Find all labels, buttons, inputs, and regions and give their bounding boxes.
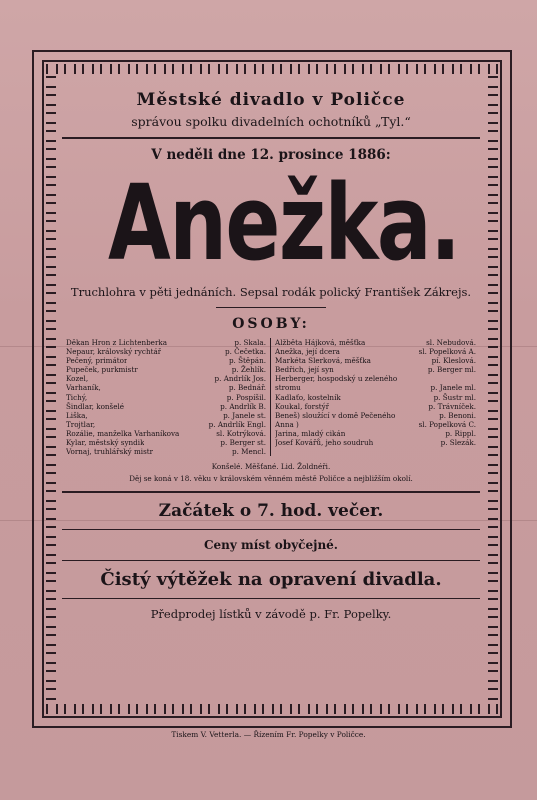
cast-row (66, 447, 266, 456)
cast-actor: p. Janele ml. (430, 383, 476, 393)
cast-actor: p. Štěpán. (228, 356, 266, 366)
cast-row (275, 429, 476, 438)
cast-row (275, 420, 476, 429)
chain-border-right (488, 74, 498, 704)
cast-row (66, 347, 266, 356)
cast-role: Pupeček, purkmistr (66, 365, 138, 375)
cast-heading: OSOBY: (232, 316, 310, 332)
cast-role: Liška, (66, 410, 88, 420)
prices-line: Ceny míst obyčejné. (204, 538, 338, 553)
cast-row (66, 365, 266, 374)
cast-actor: p. Pospíšil. (226, 392, 266, 402)
divider (62, 560, 480, 561)
cast-role: Šindlar, konšelé (66, 401, 125, 411)
cast-actor: p. Žehlík. (231, 365, 266, 375)
cast-actor: p. Andrlík Engl. (208, 419, 266, 429)
cast-role: Koukal, forstýř (275, 401, 330, 411)
play-title: Anežka. (107, 162, 460, 284)
cast-row (66, 429, 266, 438)
cast-row (66, 338, 266, 347)
theatre-name: Městské divadlo v Poličce (136, 90, 406, 110)
cast-row (275, 347, 476, 356)
cast-role: Josef Kovářů, jeho soudruh (275, 438, 374, 448)
cast-row (66, 411, 266, 420)
cast-actor: p. Slezák. (440, 438, 476, 448)
performance-date: V neděli dne 12. prosince 1886: (151, 147, 391, 163)
cast-row (275, 411, 476, 420)
cast-actor: p. Berger st. (220, 438, 266, 448)
divider (62, 598, 480, 599)
cast-row (66, 420, 266, 429)
cast-row (66, 383, 266, 392)
cast-role: Jarina, mladý cikán (275, 428, 346, 438)
cast-actor: p. Janele st. (223, 410, 266, 420)
divider (62, 491, 480, 493)
cast-actor: sl. Popelková C. (418, 419, 476, 429)
cast-actor: pí. Kleslová. (431, 356, 476, 366)
cast-actor: p. Bednář. (228, 383, 266, 393)
cast-row (275, 338, 476, 347)
cast-actor: p. Rippl. (445, 428, 476, 438)
cast-role: Bedřich, její syn (275, 365, 334, 375)
cast-row (275, 374, 476, 383)
cast-row (275, 402, 476, 411)
cast-actor: p. Benoni. (439, 410, 476, 420)
start-time: Začátek o 7. hod. večer. (158, 501, 384, 522)
cast-actor: p. Šustr ml. (433, 392, 476, 402)
divider (62, 529, 480, 530)
cast-actor: p. Berger ml. (427, 365, 476, 375)
chain-border-left (46, 74, 56, 704)
cast-row (66, 393, 266, 402)
cast-actor: p. Skala. (234, 338, 266, 347)
cast-role: Děkan Hron z Lichtenberka (66, 338, 168, 347)
poster-content (62, 84, 480, 621)
cast-actor: p. Čečetka. (224, 347, 266, 357)
cast-role: Kadlaťo, kostelník (275, 392, 341, 402)
cast-role: Nepaur, královský rychtář (66, 347, 162, 357)
cast-column-right (271, 338, 480, 456)
cast-column-left (62, 338, 271, 456)
cast-row (275, 365, 476, 374)
divider (62, 137, 480, 139)
cast-role: Kozel, (66, 374, 89, 384)
club-line: správou spolku divadelních ochotníků „Tyl.“ (131, 114, 411, 129)
cast-role: Anna ) (275, 419, 299, 429)
extras-note: Konšelé. Měšťané. Lid. Žoldnéři. (211, 462, 331, 472)
cast-row (275, 438, 476, 447)
cast-role: Varhaník, (66, 383, 101, 393)
cast-actor: p. Trávníček. (428, 401, 476, 411)
cast-list (62, 338, 480, 456)
setting-note: Děj se koná v 18. věku v královském věnném městě Poličce a nejbližším okolí. (129, 474, 413, 484)
cast-role: Beneš) sloužící v domě Pečeného (275, 410, 396, 420)
presale-line: Předprodej lístků v závodě p. Fr. Popelky. (150, 607, 392, 622)
cast-actor: p. Andrlík Jos. (214, 374, 266, 384)
cast-role: Kylar, městský syndik (66, 438, 145, 448)
printer-credit: Tiskem V. Vetterla. — Řízením Fr. Popelky v Poličce. (171, 730, 366, 739)
cast-role: stromu (275, 383, 301, 393)
cast-role: Anežka, její dcera (275, 347, 340, 357)
cast-role: Vornaj, truhlářský mistr (66, 447, 154, 457)
chain-border-top (44, 64, 500, 74)
cast-role: Trojtlar, (66, 419, 96, 429)
cast-row (66, 402, 266, 411)
cast-row (66, 438, 266, 447)
cast-actor: sl. Kotrýková. (216, 428, 266, 438)
cast-row (66, 374, 266, 383)
cast-actor: sl. Popelková A. (418, 347, 476, 357)
short-divider (216, 307, 326, 308)
play-subtitle: Truchlohra v pěti jednáních. Sepsal rodák polický František Zákrejs. (70, 285, 472, 299)
cast-row (275, 393, 476, 402)
cast-role: Herberger, hospodský u zeleného (275, 374, 398, 384)
cast-actor: sl. Nebudová. (426, 338, 476, 347)
cast-actor: p. Andrlík B. (220, 401, 266, 411)
cast-row (66, 356, 266, 365)
cast-role: Pečený, primátor (66, 356, 128, 366)
cast-role: Markéta Slerková, měšťka (275, 356, 371, 366)
chain-border-bottom (44, 704, 500, 714)
cast-role: Rozálie, manželka Varhaníkova (66, 428, 180, 438)
cast-role: Alžběta Hájková, měšťka (275, 338, 366, 347)
cast-row (275, 356, 476, 365)
cast-row (275, 383, 476, 392)
cast-actor: p. Mencl. (231, 447, 266, 457)
cast-role: Tichý, (66, 392, 88, 402)
proceeds-line: Čistý výtěžek na opravení divadla. (100, 569, 442, 591)
